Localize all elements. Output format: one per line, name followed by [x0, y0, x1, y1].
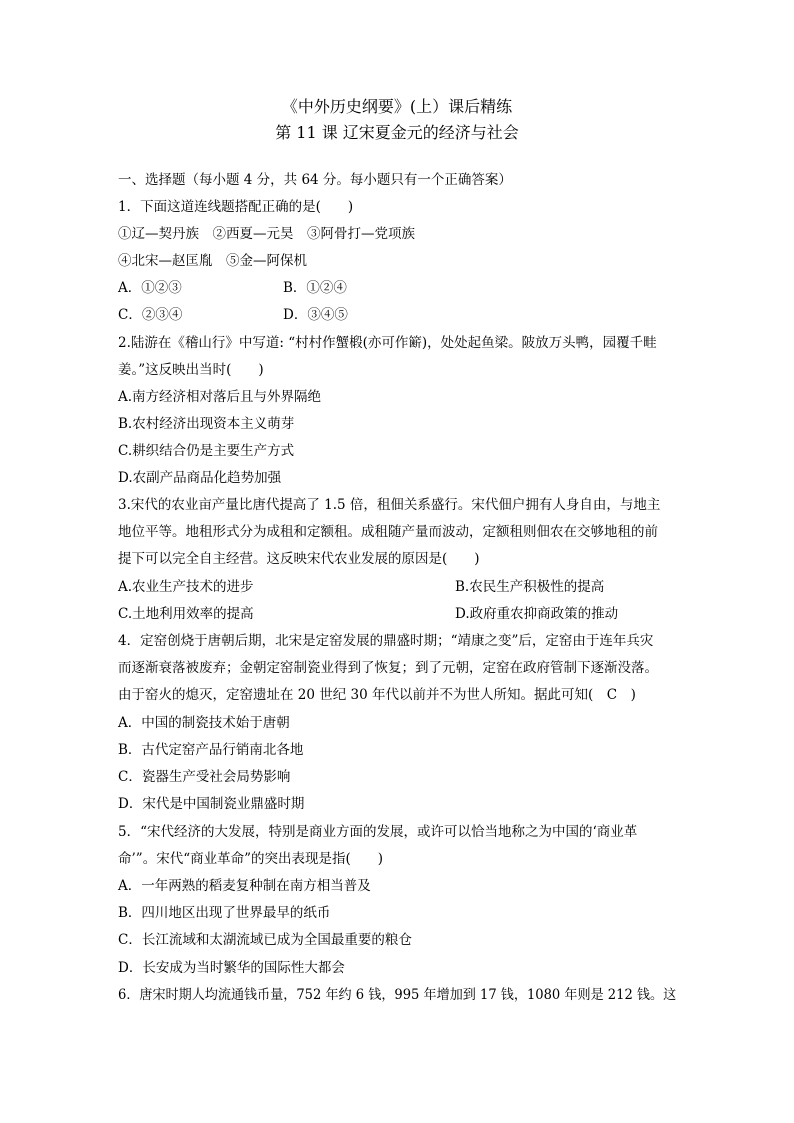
section-heading: 一、选择题（每小题 4 分，共 64 分。每小题只有一个正确答案） [118, 172, 512, 188]
q3-stem-line3: 提下可以完全自主经营。这反映宋代农业发展的原因是( ) [118, 551, 480, 567]
q4-option-b: B．古代定窑产品行销南北各地 [118, 742, 304, 758]
q2-option-d: D.农副产品商品化趋势加强 [118, 470, 282, 486]
q2-option-a: A.南方经济相对落后且与外界隔绝 [118, 389, 322, 405]
q5-option-b: B．四川地区出现了世界最早的纸币 [118, 905, 331, 921]
q1-item-line2: ④北宋—赵匡胤 ⑤金—阿保机 [118, 253, 307, 269]
q5-option-c: C．长江流域和太湖流域已成为全国最重要的粮仓 [118, 932, 412, 948]
q2-stem-line1: 2.陆游在《稽山行》中写道: “村村作蟹椴(亦可作簖)，处处起鱼梁。陂放万头鸭，园覆千畦 [118, 335, 657, 351]
q3-option-c: C.土地利用效率的提高 [118, 606, 254, 622]
q1-option-b: B．①②④ [283, 280, 347, 296]
q3-option-d: D.政府重农抑商政策的推动 [455, 606, 619, 622]
q5-stem-line1: 5．“宋代经济的大发展，特别是商业方面的发展，或许可以恰当地称之为中国的‘商业革 [118, 824, 638, 840]
q3-stem-line2: 地位平等。地租形式分为成租和定额租。成租随产量而波动，定额租则佃农在交够地租的前 [118, 524, 658, 540]
q3-stem-line1: 3.宋代的农业亩产量比唐代提高了 1.5 倍，租佃关系盛行。宋代佃户拥有人身自由，与地主 [118, 497, 661, 513]
q1-option-d: D．③④⑤ [283, 307, 348, 323]
q4-option-c: C．瓷器生产受社会局势影响 [118, 769, 291, 785]
q1-item-line1: ①辽—契丹族 ②西夏—元昊 ③阿骨打—党项族 [118, 226, 415, 242]
q3-option-a: A.农业生产技术的进步 [118, 579, 254, 595]
q1-option-c: C．②③④ [118, 307, 183, 323]
q3-option-b: B.农民生产积极性的提高 [455, 579, 605, 595]
q5-stem-line2: 命’”。宋代“商业革命”的突出表现是指( ) [118, 851, 384, 867]
q4-option-a: A．中国的制瓷技术始于唐朝 [118, 715, 290, 731]
q1-stem: 1．下面这道连线题搭配正确的是( ) [118, 199, 354, 215]
q4-stem-line3: 由于窑火的熄灭，定窑遗址在 20 世纪 30 年代以前并不为世人所知。据此可知( C ) [118, 687, 636, 703]
document-title: 《中外历史纲要》(上）课后精练 [281, 97, 513, 116]
lesson-subtitle: 第 11 课 辽宋夏金元的经济与社会 [275, 123, 519, 142]
q1-option-a: A．①②③ [118, 280, 182, 296]
q5-option-a: A．一年两熟的稻麦复种制在南方相当普及 [118, 878, 371, 894]
q4-stem-line1: 4．定窑创烧于唐朝后期，北宋是定窑发展的鼎盛时期；“靖康之变”后，定窑由于连年兵灾 [118, 633, 654, 649]
q2-option-b: B.农村经济出现资本主义萌芽 [118, 416, 295, 432]
q2-option-c: C.耕织结合仍是主要生产方式 [118, 443, 295, 459]
q4-stem-line2: 而逐渐衰落被废弃；金朝定窑制瓷业得到了恢复；到了元朝，定窑在政府管制下逐渐没落。 [118, 660, 658, 676]
q5-option-d: D．长安成为当时繁华的国际性大都会 [118, 960, 345, 976]
q4-option-d: D．宋代是中国制瓷业鼎盛时期 [118, 796, 305, 812]
q2-stem-line2: 姜。”这反映出当时( ) [118, 362, 264, 378]
q6-stem-line1: 6．唐宋时期人均流通钱币量，752 年约 6 钱，995 年增加到 17 钱，1080 年则是 212 钱。这 [118, 987, 677, 1003]
